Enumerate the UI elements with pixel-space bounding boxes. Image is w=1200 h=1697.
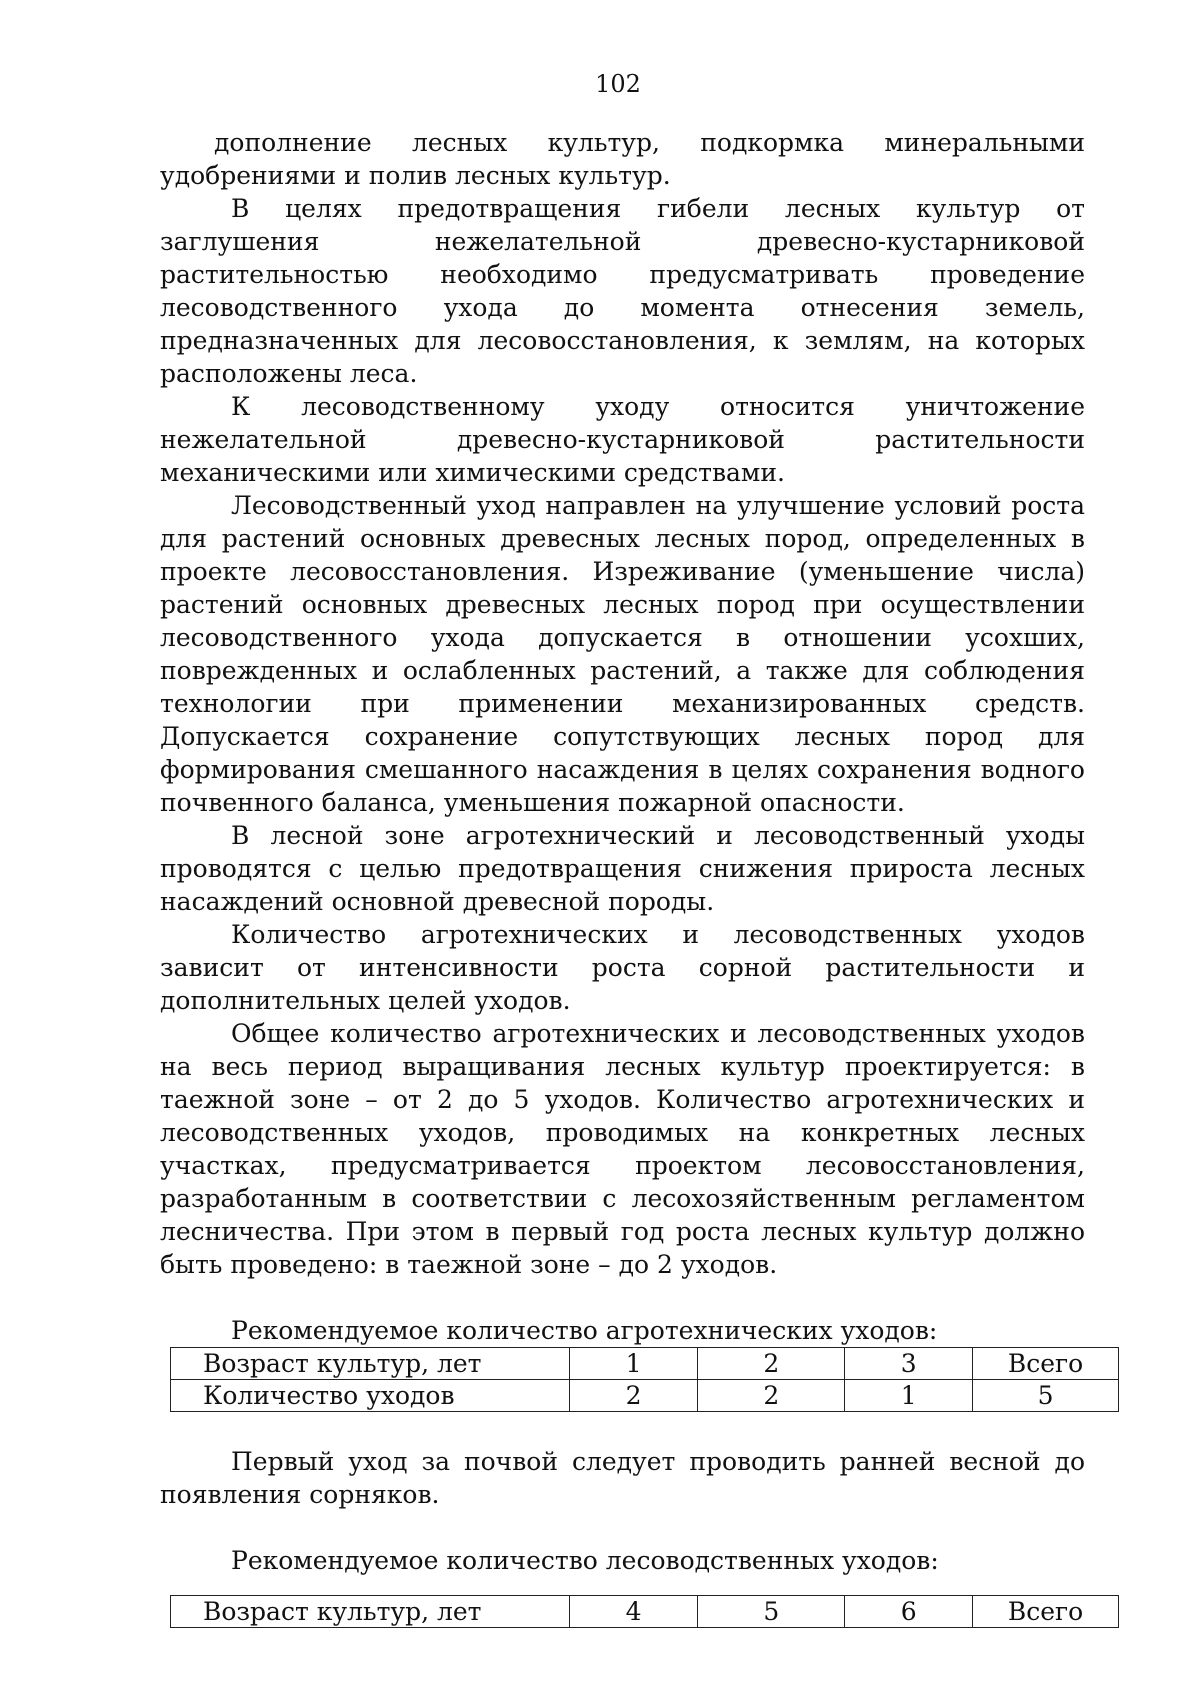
table-cell: Возраст культур, лет [171, 1348, 570, 1380]
table-row [171, 1380, 1119, 1412]
table-cell: 3 [845, 1348, 973, 1380]
spacer [160, 1281, 1085, 1314]
paragraph-7: Общее количество агротехнических и лесоводственных уходов на весь период выращивания лесных культур проектируется: в таежной зоне – от 2 до 5 уходов. Количество агротехнических и лесоводственных уходов, проводимых на конкретных лесных участках, предусматривается проектом лесовосстановления, разработанным в соответствии с лесохозяйственным регламентом лесничества. При этом в первый год роста лесных культур должно быть проведено: в таежной зоне – до 2 уходов. [160, 1019, 1085, 1279]
paragraph-3: К лесоводственному уходу относится уничтожение нежелательной древесно-кустарниковой растительности механическими или химическими средствами. [160, 392, 1085, 487]
table-cell: Возраст культур, лет [171, 1596, 570, 1628]
paragraph-8: Первый уход за почвой следует проводить ранней весной до появления сорняков. [160, 1447, 1085, 1509]
table-cell: 5 [698, 1596, 845, 1628]
table-cell: 1 [569, 1348, 698, 1380]
page-number: 102 [595, 70, 641, 98]
table2-caption: Рекомендуемое количество лесоводственных уходов: [231, 1546, 939, 1575]
table1-caption: Рекомендуемое количество агротехнических уходов: [231, 1316, 938, 1345]
table-cell: 2 [569, 1380, 698, 1412]
paragraph-6: Количество агротехнических и лесоводственных уходов зависит от интенсивности роста сорной растительности и дополнительных целей уходов. [160, 920, 1085, 1015]
table-cell: 5 [973, 1380, 1119, 1412]
table-row [171, 1596, 1119, 1628]
table-cell: Всего [973, 1348, 1119, 1380]
table-cell: 6 [845, 1596, 973, 1628]
table-row [171, 1348, 1119, 1380]
table-cell: Количество уходов [171, 1380, 570, 1412]
document-body [160, 126, 1085, 1628]
paragraph-5: В лесной зоне агротехнический и лесоводственный уходы проводятся с целью предотвращения снижения прироста лесных насаждений основной древесной породы. [160, 821, 1085, 916]
spacer [160, 1412, 1085, 1445]
paragraph-4: Лесоводственный уход направлен на улучшение условий роста для растений основных древесных лесных пород, определенных в проекте лесовосстановления. Изреживание (уменьшение числа) растений основных древесных лесных пород при осуществлении лесоводственного ухода допускается в отношении усохших, поврежденных и ослабленных растений, а также для соблюдения технологии при применении механизированных средств. Допускается сохранение сопутствующих лесных пород для формирования смешанного насаждения в целях сохранения водного почвенного баланса, уменьшения пожарной опасности. [160, 491, 1085, 817]
spacer [160, 1511, 1085, 1544]
table-cell: 2 [698, 1348, 845, 1380]
spacer [160, 1577, 1085, 1595]
table-cell: Всего [973, 1596, 1119, 1628]
silvicultural-care-table [170, 1595, 1119, 1628]
agrotech-care-table [170, 1347, 1119, 1412]
paragraph-2: В целях предотвращения гибели лесных культур от заглушения нежелательной древесно-кустарниковой растительностью необходимо предусматривать проведение лесоводственного ухода до момента отнесения земель, предназначенных для лесовосстановления, к землям, на которых расположены леса. [160, 194, 1085, 388]
table-cell: 1 [845, 1380, 973, 1412]
table-cell: 4 [569, 1596, 698, 1628]
paragraph-1: дополнение лесных культур, подкормка минеральными удобрениями и полив лесных культур. [160, 128, 1085, 190]
table-cell: 2 [698, 1380, 845, 1412]
